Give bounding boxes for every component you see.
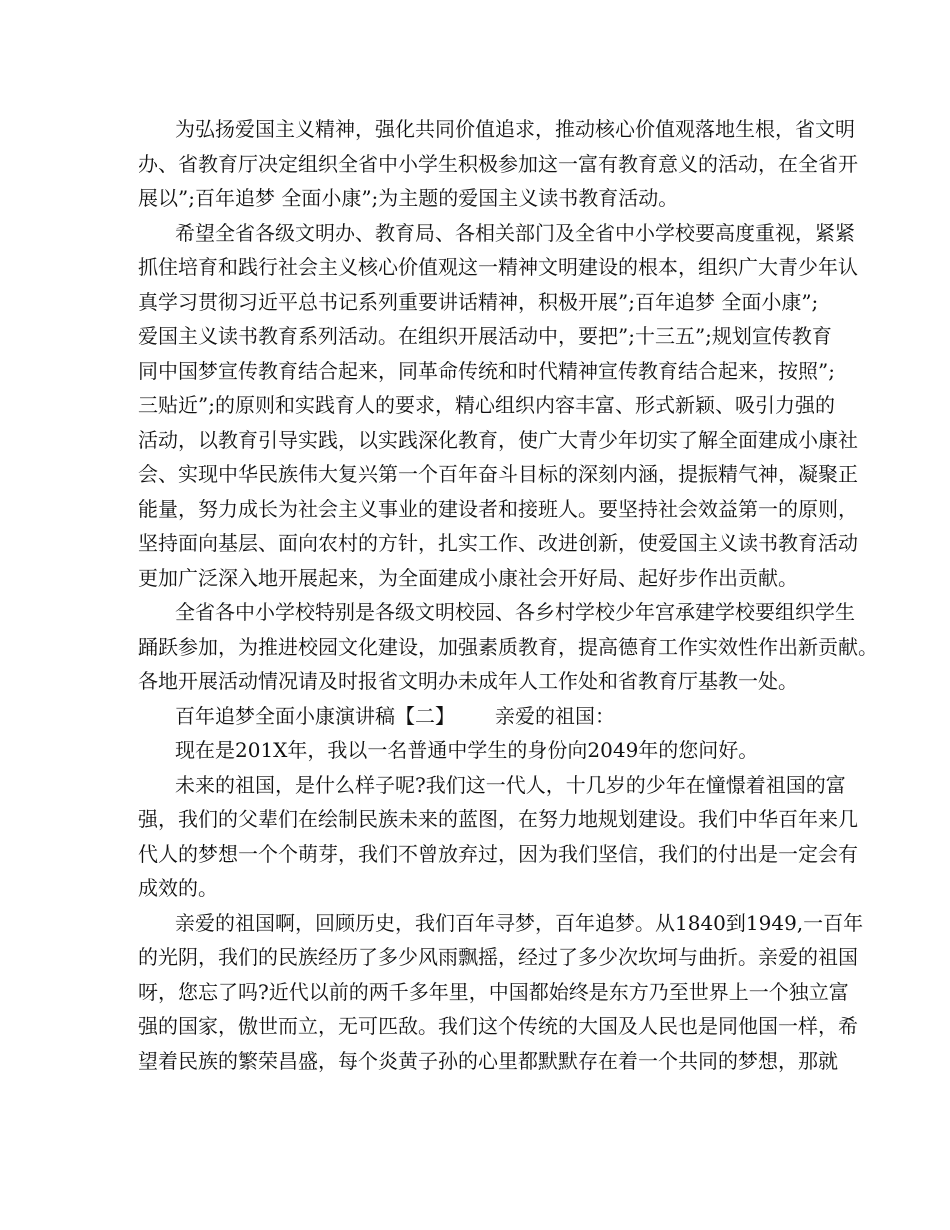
- text-line: [138, 181, 828, 216]
- text-line: [138, 1009, 858, 1044]
- text-line: [138, 802, 858, 837]
- text-line: [138, 699, 828, 734]
- text-line: [138, 561, 828, 596]
- text-line-content: 强，我们的父辈们在绘制民族未来的蓝图，在努力地规划建设。我们中华百年来几: [138, 807, 858, 831]
- text-line: [138, 664, 828, 699]
- text-line: [138, 906, 864, 941]
- text-line: [138, 216, 855, 251]
- text-line-content: 现在是201X年，我以一名普通中学生的身份向2049年的您问好。: [175, 738, 759, 762]
- text-line-content: 未来的祖国，是什么样子呢?我们这一代人，十几岁的少年在憧憬着祖国的富: [175, 772, 846, 797]
- text-line-content: 更加广泛深入地开展起来，为全面建成小康社会开好局、起好步作出贡献。: [138, 565, 798, 590]
- text-line: [138, 1044, 838, 1079]
- text-line: [138, 354, 835, 389]
- text-line-content: 真学习贯彻习近平总书记系列重要讲话精神，积极开展”;百年追梦 全面小康”;: [138, 289, 819, 314]
- text-line: [138, 250, 858, 285]
- text-line-content: 各地开展活动情况请及时报省文明办未成年人工作处和省教育厅基教一处。: [138, 669, 798, 693]
- text-line-content: 能量，努力成长为社会主义事业的建设者和接班人。要坚持社会效益第一的原则，: [138, 496, 858, 521]
- text-line-content: 办、省教育厅决定组织全省中小学生积极参加这一富有教育意义的活动，在全省开: [138, 151, 858, 176]
- text-line-content: 抓住培育和践行社会主义核心价值观这一精神文明建设的根本，组织广大青少年认: [138, 255, 858, 279]
- text-line: [138, 457, 858, 492]
- text-line-content: 同中国梦宣传教育结合起来，同革命传统和时代精神宣传教育结合起来，按照”;: [138, 358, 835, 383]
- text-line-content: 的光阴，我们的民族经历了多少风雨飘摇，经过了多少次坎坷与曲折。亲爱的祖国: [138, 945, 858, 969]
- text-line-content: 全省各中小学校特别是各级文明校园、各乡村学校少年宫承建学校要组织学生: [175, 600, 855, 624]
- text-line-content: 希望全省各级文明办、教育局、各相关部门及全省中小学校要高度重视，紧紧: [175, 220, 855, 245]
- text-line: [138, 319, 832, 354]
- text-line: [138, 733, 828, 768]
- text-line: [138, 112, 855, 147]
- text-line-content: 成效的。: [138, 876, 218, 900]
- text-line: [138, 388, 835, 423]
- text-line-content: 亲爱的祖国啊，回顾历史，我们百年寻梦，百年追梦。从1840到1949,一百年: [175, 910, 864, 935]
- text-line: [138, 595, 855, 630]
- text-line-content: 踊跃参加，为推进校园文化建设，加强素质教育，提高德育工作实效性作出新贡献。: [138, 634, 878, 659]
- text-line-content: 为弘扬爱国主义精神，强化共同价值追求，推动核心价值观落地生根，省文明: [175, 117, 855, 141]
- text-line-content: 呀，您忘了吗?近代以前的两千多年里，中国都始终是东方乃至世界上一个独立富: [138, 979, 849, 1004]
- text-line: [138, 492, 858, 527]
- text-line-content: 强的国家，傲世而立，无可匹敌。我们这个传统的大国及人民也是同他国一样，希: [138, 1014, 858, 1038]
- text-line: [138, 630, 878, 665]
- text-line-content: 展以”;百年追梦 全面小康”;为主题的爱国主义读书教育活动。: [138, 186, 679, 210]
- text-line-content: 百年追梦全面小康演讲稿【二】: [175, 703, 455, 728]
- text-line-content: 代人的梦想一个个萌芽，我们不曾放弃过，因为我们坚信，我们的付出是一定会有: [138, 841, 858, 866]
- text-line: [138, 940, 858, 975]
- text-line: [138, 975, 849, 1010]
- text-line-content: 活动，以教育引导实践，以实践深化教育，使广大青少年切实了解全面建成小康社: [138, 427, 858, 452]
- text-line: [138, 837, 858, 872]
- document-body: [138, 112, 878, 1078]
- text-line: [138, 423, 858, 458]
- text-line-content: 会、实现中华民族伟大复兴第一个百年奋斗目标的深刻内涵，提振精气神，凝聚正: [138, 462, 858, 486]
- text-line-content: 三贴近”;的原则和实践育人的要求，精心组织内容丰富、形式新颖、吸引力强的: [138, 393, 835, 417]
- text-line-content: 坚持面向基层、面向农村的方针，扎实工作、改进创新，使爱国主义读书教育活动: [138, 531, 858, 555]
- text-line: [138, 526, 858, 561]
- text-line: [138, 285, 828, 320]
- text-line-content: 望着民族的繁荣昌盛，每个炎黄子孙的心里都默默存在着一个共同的梦想，那就: [138, 1048, 838, 1073]
- text-line: [138, 147, 858, 182]
- text-line: [138, 871, 828, 906]
- text-line-tail: 亲爱的祖国：: [495, 703, 615, 728]
- text-line: [138, 768, 846, 803]
- text-line-content: 爱国主义读书教育系列活动。在组织开展活动中，要把”;十三五”;规划宣传教育: [138, 324, 832, 348]
